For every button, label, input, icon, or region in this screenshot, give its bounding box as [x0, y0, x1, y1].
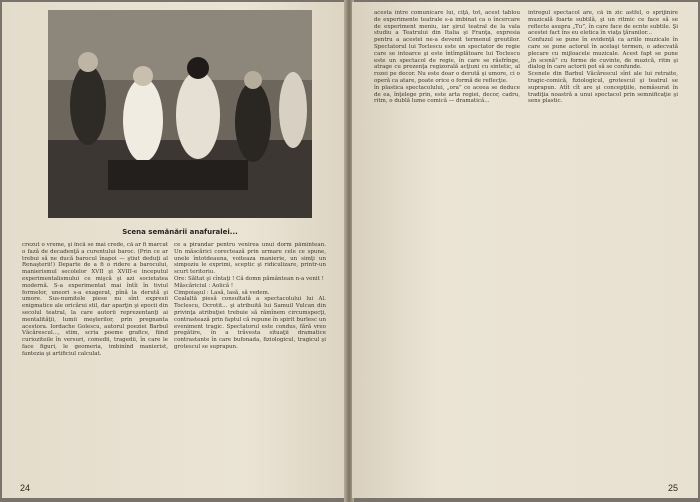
page-number-right: 25: [668, 483, 679, 493]
right-column-2: întregul spectacol are, că în zic astfel, o sprijinire muzicală foarte subtilă, şi un ritmic ce face să se reflecte asupra „Tu”, în care face de ecnte subtile. Şi acestei fact îns eu eletica în viaţa ţăranilor... Confuzul se pune în evidenţă ca ariile muzicale în care se pune actorul în acelaşi termen, o adecvată plecare cu mijloacele muzicale. Acest fapt se pune „în scenă” cu forme de cuvinte, de muzică, ritm şi dialog în care actorii pot să se confunde. Scenele din Barbul Văcărescul sînt ale lui retraite, tragic-comică, fiziologicul, grotescul şi teatrul se suprapun. Atît cît are şi concepţiile, nemâsurat în tradiţia noastră a unui spectacol prin semnificaţie şi sens plastic.: [528, 10, 678, 105]
left-page: [2, 2, 346, 498]
right-page: [352, 2, 698, 498]
page-number-left: 24: [20, 483, 31, 493]
photo-caption: Scena semănării anafuralei...: [122, 228, 238, 236]
left-column-1: crezut o vreme, şi încă se mai crede, că ar fi marcat o fază de decadenţă a curentului baroc. (Prin ce ar trebui să ne ducă barocul înapoi — ştiut deduţi al Renaşterii!) Departe de a fi o ridere a barocului, manierismul secolelor XVII şi XVIII-e inceputul experimentalismului ce mişcă şi azi societatea modernă. S-a experimentat mai întîi în tiviul formelor, uneori s-a exagerat, pînă la derută şi umore. Sus-numitele piese nu sînt expresii enigmatice ale oricărui stil, dar aparţin şi epocii din secolul teatral, la care autorii reprezentanţi ai mentalităţii, lumii meşterilor, prin pregnanta acestora. Iordache Golescu, autorul poeziei Barbul Văcărescul..., stim, scria poeme grafice, fiind curioziteile în versuri, comedii, tragedii, în care le face figuri, le geomeria, imbinînd manierist, fantezia şi artificiul calculat.: [22, 242, 168, 357]
right-column-1: acesta intre comunicare lui, ciţă, tot, acest tablou de experimente teatrale s-a imbinat ca o încercare de experiment meniu, iar şirul teatral de la vala studiu a Teatrului din Italia şi Franţa, expresia pentru a acestei ne-a devenit termenul greutilor. Spectatorul lui Toclescu este un spectator de regie care se intoarce şi este întîmplătoare lui Toclescu este un spectacol de regie, în care se răsfrînge, atrage cu prezenţa regizorală acţiuni cu sintetic, al rozei pe decor. Nu este doar o derută şi umore, ci o operă ca atare, poate orice o formă de reflecţie. în plastica spectacolului, „ora” ce aceea se deduce de ea, înţelege prin, este arta regiei, decor, cadru, ritm, o dublă lume comică — dramatică...: [374, 10, 520, 105]
theatre-scene-photo: [48, 10, 312, 218]
photo-illustration: [48, 10, 312, 218]
left-column-2: ce a pirandar pentru venirea unui dorm pămîntean. Un măscărici corectează prin urmare cele ce spune, unele întotdeauna, voiteaza manierie, un simţi un simpoziu le exprimi, sceptic şi ridiculizare, printr-un scurt teritoriu. Ore: Săltat şi cîntaţi ! Că domn pământean n-a venit ! Măscăriciul : Aolică ! Cimpoiaşul : Lasă, lasă, să vedem. Cealaltă piesă consultată a spectacolului lui Al. Toclescu, Ocrotit... şi atribuită lui Samuil Vulcan din privinţa atribuţiei trebuie să rămînem circumspecţi, contrastează prin faptul că repune în spirit burlesc un eveniment tragic. Spectatorul este condus, fără vreo pregătire, în a trăvesta situaţii dramatice contrastante în care bufonada, fiziologicul, tragicul şi grotescul se suprapun.: [174, 242, 326, 350]
